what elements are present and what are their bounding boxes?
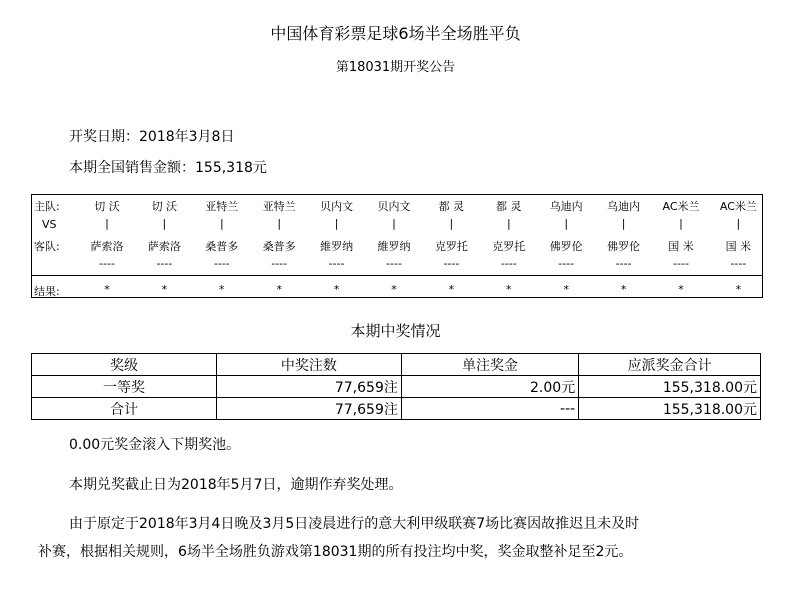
match-result: * <box>678 283 684 296</box>
match-column <box>251 195 307 299</box>
draw-date: 开奖日期：2018年3月8日 <box>69 129 235 145</box>
match-column <box>596 195 652 299</box>
vs-separator: | <box>449 217 454 230</box>
vs-separator: | <box>105 217 109 230</box>
match-grid <box>31 194 763 298</box>
away-label: 客队: <box>34 240 60 253</box>
vs-separator: | <box>334 217 339 230</box>
home-team: 亚特兰 <box>262 200 296 213</box>
vs-label: VS <box>42 218 57 231</box>
score-placeholder: ---- <box>213 257 230 270</box>
table-row <box>32 376 761 398</box>
table-row <box>32 398 761 420</box>
home-team: 乌迪内 <box>607 200 641 213</box>
vs-separator: | <box>621 217 626 230</box>
away-team: 萨索洛 <box>90 240 124 253</box>
issue-subtitle: 第18031期开奖公告 <box>335 60 456 75</box>
match-column <box>79 195 135 299</box>
match-result: * <box>161 283 168 296</box>
cell-total-prize: 155,318.00元 <box>579 398 761 420</box>
match-result: * <box>620 283 627 296</box>
cell-winners: 77,659注 <box>216 376 401 398</box>
vs-separator: | <box>277 217 282 230</box>
prize-table-header <box>32 354 761 376</box>
home-team: 乌迪内 <box>549 200 583 213</box>
header-level: 奖级 <box>32 354 217 376</box>
result-label: 结果: <box>34 285 60 298</box>
away-team: 維罗纳 <box>377 240 411 253</box>
cell-unit-prize: 2.00元 <box>401 376 578 398</box>
header-total-prize: 应派奖金合计 <box>579 354 761 376</box>
prize-section-title: 本期中奖情况 <box>350 322 441 340</box>
vs-separator: | <box>162 217 167 230</box>
score-placeholder: ---- <box>730 257 747 270</box>
match-result: * <box>506 283 512 296</box>
away-team: 佛罗伦 <box>607 240 641 253</box>
match-column <box>136 195 192 299</box>
away-team: 桑普多 <box>262 240 296 253</box>
rollover-note: 0.00元奖金滚入下期奖池。 <box>69 437 241 453</box>
home-team: 贝内文 <box>377 200 411 213</box>
cell-unit-prize: --- <box>401 398 578 420</box>
match-result: * <box>219 283 225 296</box>
prize-table <box>31 353 761 420</box>
vs-separator: | <box>679 217 683 230</box>
vs-separator: | <box>392 217 396 230</box>
home-team: AC米兰 <box>662 200 700 213</box>
score-placeholder: ---- <box>156 257 173 270</box>
score-placeholder: ---- <box>443 257 460 270</box>
match-column <box>309 195 365 299</box>
score-placeholder: ---- <box>386 257 402 270</box>
score-placeholder: ---- <box>500 257 517 270</box>
away-team: 維罗纳 <box>320 240 354 253</box>
score-placeholder: ---- <box>615 257 632 270</box>
header-unit-prize: 单注奖金 <box>401 354 578 376</box>
away-team: 国 米 <box>725 240 752 253</box>
deadline-note: 本期兑奖截止日为2018年5月7日，逾期作弃奖处理。 <box>69 477 403 493</box>
match-result: * <box>448 283 455 296</box>
home-team: 都 灵 <box>438 200 465 213</box>
explain-line-1: 由于原定于2018年3月4日晚及3月5日凌晨进行的意大利甲级联赛7场比赛因故推迟且未及时 <box>69 516 640 532</box>
vs-separator: | <box>219 217 224 230</box>
match-result: * <box>735 283 742 296</box>
cell-level: 一等奖 <box>32 376 217 398</box>
away-team: 萨索洛 <box>147 240 181 253</box>
match-result: * <box>276 283 282 296</box>
match-column <box>423 195 479 299</box>
score-placeholder: ---- <box>673 257 689 270</box>
score-placeholder: ---- <box>328 257 345 270</box>
away-team: 国 米 <box>668 240 694 253</box>
page-title: 中国体育彩票足球6场半全场胜平负 <box>270 24 521 43</box>
cell-winners: 77,659注 <box>216 398 401 420</box>
cell-total-prize: 155,318.00元 <box>579 376 761 398</box>
away-team: 克罗托 <box>434 240 468 253</box>
score-placeholder: ---- <box>271 257 288 270</box>
home-team: AC米兰 <box>719 200 757 213</box>
match-column <box>538 195 594 299</box>
away-team: 桑普多 <box>205 240 239 253</box>
match-result: * <box>333 283 340 296</box>
vs-separator: | <box>564 217 569 230</box>
match-column <box>194 195 250 299</box>
match-result: * <box>104 283 110 296</box>
sales-amount: 本期全国销售金额：155,318元 <box>69 160 267 176</box>
match-column <box>366 195 422 299</box>
home-team: 贝内文 <box>320 200 354 213</box>
away-team: 克罗托 <box>492 240 526 253</box>
home-team: 亚特兰 <box>205 200 239 213</box>
away-team: 佛罗伦 <box>549 240 583 253</box>
explain-line-2: 补赛，根据相关规则，6场半全场胜负游戏第18031期的所有投注均中奖，奖金取整补足至2元。 <box>38 544 633 560</box>
vs-separator: | <box>506 217 511 230</box>
vs-separator: | <box>736 217 741 230</box>
match-result: * <box>391 283 397 296</box>
match-result: * <box>563 283 569 296</box>
match-column <box>710 195 766 299</box>
home-team: 切 沃 <box>151 200 178 213</box>
match-column <box>653 195 709 299</box>
home-team: 切 沃 <box>94 200 120 213</box>
match-column <box>481 195 537 299</box>
header-winners: 中奖注数 <box>216 354 401 376</box>
score-placeholder: ---- <box>558 257 575 270</box>
score-placeholder: ---- <box>99 257 115 270</box>
home-team: 都 灵 <box>496 200 522 213</box>
home-label: 主队: <box>34 200 60 213</box>
cell-level: 合计 <box>32 398 217 420</box>
